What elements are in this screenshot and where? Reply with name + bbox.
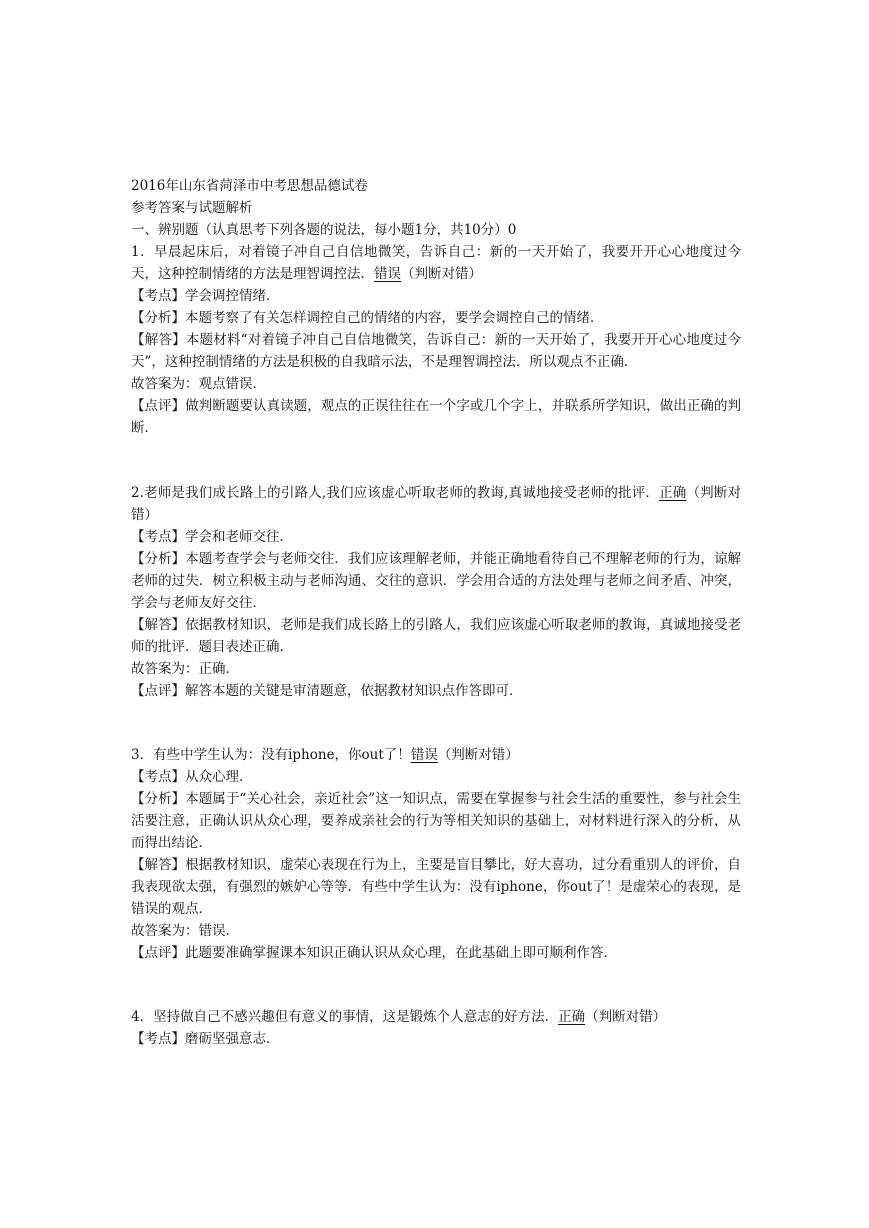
question-2 xyxy=(131,482,741,702)
question-stem: 1．早晨起床后，对着镜子冲自己自信地微笑，告诉自己：新的一天开始了，我要开开心心地度过今天，这种控制情绪的方法是理智调控法．错误（判断对错） xyxy=(131,244,741,282)
answer-statement: 故答案为：观点错误． xyxy=(131,376,266,392)
spacer xyxy=(131,439,741,482)
dianping: 【点评】做判断题要认真读题，观点的正误往往在一个字或几个字上，并联系所学知识，做出正确的判断． xyxy=(131,398,741,436)
question-3 xyxy=(131,744,741,964)
fenxi: 【分析】本题属于“关心社会，亲近社会”这一知识点，需要在掌握参与社会生活的重要性，参与社会生活要注意，正确认识从众心理，要养成亲社会的行为等相关知识的基础上，对材料进行深入的分析，从而得出结论． xyxy=(131,791,741,851)
spacer xyxy=(131,702,741,744)
fenxi: 【分析】本题考察了有关怎样调控自己的情绪的内容，要学会调控自己的情绪． xyxy=(131,310,604,326)
answer-statement: 故答案为：正确． xyxy=(131,661,239,677)
kaodian: 【考点】学会和老师交往． xyxy=(131,529,293,545)
jieda: 【解答】根据教材知识，虚荣心表现在行为上，主要是盲目攀比，好大喜功，过分看重别人的评价，自我表现欲太强，有强烈的嫉妒心等等．有些中学生认为：没有iphone，你out了！是虚荣心的表现，是错误的观点． xyxy=(131,857,741,917)
doc-title: 2016年山东省菏泽市中考思想品德试卷 xyxy=(131,178,368,194)
spacer xyxy=(131,964,741,1006)
answer-statement: 故答案为：错误． xyxy=(131,923,239,939)
answer-underlined: 错误 xyxy=(410,747,438,763)
dianping: 【点评】解答本题的关键是审清题意，依据教材知识点作答即可． xyxy=(131,683,523,699)
kaodian: 【考点】磨砺坚强意志． xyxy=(131,1031,280,1047)
question-stem: 3．有些中学生认为：没有iphone，你out了！错误（判断对错） xyxy=(131,747,519,763)
fenxi: 【分析】本题考查学会与老师交往．我们应该理解老师，并能正确地看待自己不理解老师的行为，谅解老师的过失．树立积极主动与老师沟通、交往的意识．学会用合适的方法处理与老师之间矛盾、冲突，学会与老师友好交往． xyxy=(131,551,741,611)
jieda: 【解答】依据教材知识，老师是我们成长路上的引路人，我们应该虚心听取老师的教诲，真诚地接受老师的批评．题目表述正确． xyxy=(131,617,741,655)
question-stem: 2.老师是我们成长路上的引路人,我们应该虚心听取老师的教诲,真诚地接受老师的批评．正确（判断对错） xyxy=(131,485,742,523)
jieda: 【解答】本题材料“对着镜子冲自己自信地微笑，告诉自己：新的一天开始了，我要开开心心地度过今天”，这种控制情绪的方法是积极的自我暗示法，不是理智调控法．所以观点不正确． xyxy=(131,332,741,370)
answer-underlined: 错误 xyxy=(374,266,401,282)
answer-underlined: 正确 xyxy=(558,1009,586,1025)
section-heading: 一、辨别题（认真思考下列各题的说法，每小题1分，共10分）0 xyxy=(131,222,517,238)
kaodian: 【考点】从众心理． xyxy=(131,769,253,785)
question-1 xyxy=(131,241,741,439)
kaodian: 【考点】学会调控情绪． xyxy=(131,288,280,304)
document-page xyxy=(131,175,741,1050)
answer-underlined: 正确 xyxy=(659,485,687,501)
question-stem: 4．坚持做自己不感兴趣但有意义的事情，这是锻炼个人意志的好方法．正确（判断对错） xyxy=(131,1009,667,1025)
dianping: 【点评】此题要准确掌握课本知识正确认识从众心理，在此基础上即可顺利作答． xyxy=(131,945,617,961)
question-4 xyxy=(131,1006,741,1050)
doc-subtitle: 参考答案与试题解析 xyxy=(131,200,253,216)
